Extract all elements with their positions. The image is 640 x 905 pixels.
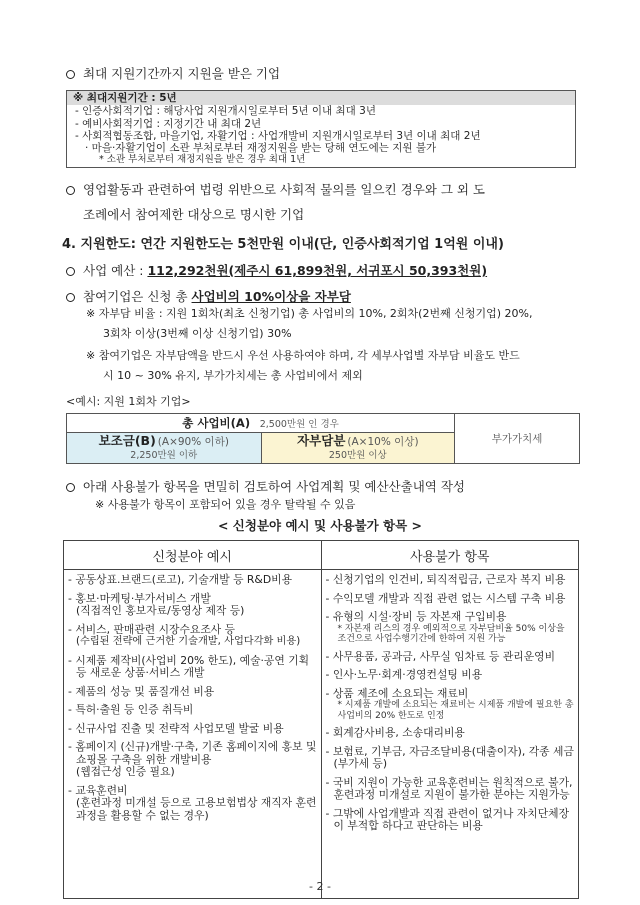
paragraph-max-support: 최대 지원기간까지 지원을 받은 기업 — [66, 64, 280, 82]
list-item: - 사무용품, 공과금, 사무실 임차료 등 관리운영비 — [325, 649, 556, 663]
list-item: - 교육훈련비 (훈련과정 미개설 등으로 고용보험법상 재직자 훈련과정을 활용할 수 없는 경우) — [68, 783, 317, 822]
circle-bullet-icon — [66, 293, 75, 302]
note-line: - 사회적협동조합, 마을기업, 자활기업 : 사업개발비 지원개시일로부터 3년 이내 최대 2년 — [75, 129, 481, 142]
table-body — [64, 570, 578, 898]
list-item: - 국비 지원이 가능한 교육훈련비는 원칙적으로 불가, 훈련과정 미개설로 지원이 불가한 분야는 지원가능 — [325, 775, 573, 801]
table-header-row — [64, 541, 578, 570]
note-line: * 소관 부처로부터 재정지원을 받은 경우 최대 1년 — [99, 154, 306, 166]
table-title: < 신청분야 예시 및 사용불가 항목 > — [217, 518, 423, 533]
self-pay-note: 3회차 이상(3번째 이상 신청기업) 30% — [103, 327, 292, 340]
list-item: - 서비스, 판매관련 시장수요조사 등 (수립된 전략에 근거한 기술개발, 사업다각화 비용) — [68, 622, 301, 647]
self-pay-emphasis: 사업비의 10%이상을 자부담 — [191, 289, 351, 304]
paragraph-self-pay: 참여기업은 신청 총 사업비의 10%이상을 자부담 — [66, 287, 351, 305]
list-item: - 홈페이지 (신규)개발·구축, 기존 홈페이지에 홍보 및 쇼핑몰 구축을 위한 개발비용 (웹접근성 인증 필요) — [68, 740, 317, 778]
list-item: - 신규사업 진출 및 전략적 사업모델 발굴 비용 — [68, 721, 284, 735]
grant-cell: 보조금(B) (A×90% 이하) 2,250만원 이하 — [67, 433, 262, 464]
list-item: - 수익모델 개발과 직접 관련 없는 시스템 구축 비용 — [325, 591, 566, 605]
list-item: - 홍보·마케팅·부가서비스 개발 (직접적인 홍보자료/동영상 제작 등) — [68, 591, 245, 617]
page-number: - 2 - — [309, 880, 331, 893]
self-pay-note: 시 10 ~ 30% 유지, 부가가치세는 총 사업비에서 제외 — [103, 369, 363, 382]
list-item: - 유형의 시설·장비 등 자본재 구입비용 * 자본재 리스의 경우 예외적으로 자부담비율 50% 이상을 조건으로 사업수행기간에 한하여 지원 가능 — [325, 610, 565, 644]
list-item: - 특허·출원 등 인증 취득비 — [68, 703, 194, 716]
circle-bullet-icon — [66, 186, 75, 195]
vat-cell: 부가가치세 — [455, 414, 580, 464]
right-column — [322, 570, 579, 898]
category-table — [63, 540, 579, 899]
circle-bullet-icon — [66, 70, 75, 79]
paragraph-usage: 아래 사용불가 항목을 면밀히 검토하여 사업계획 및 예산산출내역 작성 — [66, 477, 465, 495]
list-item: - 인사·노무·회계·경영컨설팅 비용 — [325, 668, 483, 681]
budget-example-table — [66, 413, 580, 464]
col-right-header: 사용불가 항목 — [410, 549, 490, 565]
list-item: - 신청기업의 인건비, 퇴직적립금, 근로자 복지 비용 — [325, 573, 566, 586]
section-4-heading: 4. 지원한도: 연간 지원한도는 5천만원 이내(단, 인증사회적기업 1억원 이내) — [62, 237, 504, 252]
note-line: - 예비사회적기업 : 지정기간 내 최대 2년 — [75, 117, 262, 130]
list-item: - 제품의 성능 및 품질개선 비용 — [68, 684, 215, 698]
note-line: - 인증사회적기업 : 해당사업 지원개시일로부터 5년 이내 최대 3년 — [75, 105, 376, 118]
self-pay-note: ※ 참여기업은 자부담액을 반드시 우선 사용하여야 하며, 각 세부사업별 자부담 비율도 반드 — [86, 349, 520, 362]
self-pay-cell: 자부담분 (A×10% 이상) 250만원 이상 — [261, 433, 455, 464]
list-item: - 시제품 제작비(사업비 20% 한도), 예술·공연 기획 등 새로운 상품·서비스 개발 — [68, 653, 310, 679]
col-left-header: 신청분야 예시 — [64, 541, 322, 569]
paragraph-violation: 영업활동과 관련하여 법령 위반으로 사회적 물의를 일으킨 경우와 그 외 도 — [66, 180, 485, 198]
left-column — [64, 570, 322, 898]
list-item: - 상품 제조에 소요되는 재료비 * 시제품 개발에 소요되는 재료비는 시제품 개발에 필요한 총 사업비의 20% 한도로 인정 — [325, 686, 574, 721]
budget-value: 112,292천원(제주시 61,899천원, 서귀포시 50,393천원) — [147, 263, 488, 278]
circle-bullet-icon — [66, 483, 75, 492]
note-line: · 마을‧자활기업이 소관 부처로부터 재정지원을 받는 당해 연도에는 지원 불가 — [85, 142, 437, 155]
list-item: - 공동상표.브랜드(로고), 기술개발 등 R&D비용 — [68, 573, 293, 586]
total-cost-cell: 총 사업비(A) 2,500만원 인 경우 — [67, 414, 455, 433]
paragraph-budget: 사업 예산 : 112,292천원(제주시 61,899천원, 서귀포시 50,393천원) — [66, 261, 487, 279]
list-item: - 보험료, 기부금, 자금조달비용(대출이자), 각종 세금(부가세 등) — [325, 744, 574, 770]
self-pay-note: ※ 자부담 비율 : 지원 1회차(최초 신청기업) 총 사업비의 10%, 2회차(2번째 신청기업) 20%, — [86, 307, 533, 320]
list-item: - 회계감사비용, 소송대리비용 — [325, 726, 465, 739]
paragraph-violation-cont: 조례에서 참여제한 대상으로 명시한 기업 — [83, 207, 305, 222]
circle-bullet-icon — [66, 267, 75, 276]
list-item: - 그밖에 사업개발과 직접 관련이 없거나 자치단체장이 부적합 하다고 판단하는 비용 — [325, 806, 570, 832]
usage-note: ※ 사용불가 항목이 포함되어 있을 경우 탈락될 수 있음 — [95, 498, 356, 511]
example-label: <예시: 지원 1회차 기업> — [66, 395, 191, 408]
max-support-note-box — [66, 90, 576, 168]
note-header: ※ 최대지원기간 : 5년 — [67, 91, 575, 105]
